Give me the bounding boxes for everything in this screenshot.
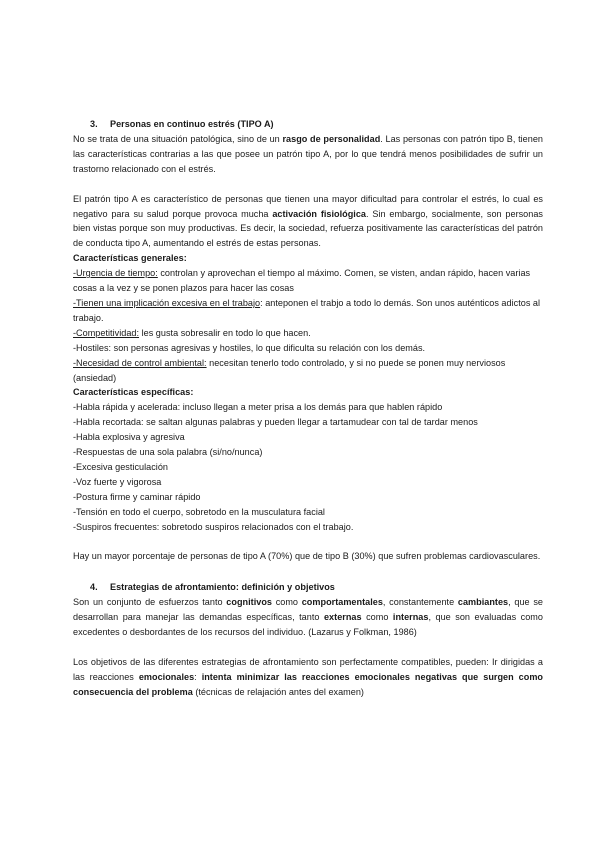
item-label: -Urgencia de tiempo: — [73, 268, 158, 279]
text-run: , que son evaluadas como excedentes o desbordantes de los recursos del individuo. (Lazarus y Folkman, 1986) — [73, 612, 543, 638]
text-run: El patrón tipo A es característico de personas que tienen una mayor dificultad para controlar el estrés, lo cual es negativo para su salud porque provoca mucha — [73, 193, 543, 219]
text-run: como — [361, 612, 393, 623]
specific-item: -Habla recortada: se saltan algunas palabras y pueden llegar a tartamudear con tal de tardar menos — [73, 417, 478, 428]
text-run: , que se desarrollan para manejar las demandas específicas, tanto — [73, 597, 543, 623]
document-page — [73, 117, 543, 700]
specific-item: -Voz fuerte y vigorosa — [73, 476, 162, 487]
general-characteristics-heading: Características generales: — [73, 253, 187, 264]
item-text: : anteponen el trabjo a todo lo demás. Son unos auténticos adictos al trabajo. — [73, 297, 541, 323]
section-4-paragraph-1 — [73, 595, 543, 640]
bold-term: cambiantes — [457, 597, 509, 608]
bold-term: intenta minimizar las reacciones emocionales negativas que surgen como consecuencia del problema — [73, 671, 543, 697]
bold-term: activación fisiológica — [272, 208, 367, 219]
general-item — [73, 296, 543, 326]
section-3-paragraph-2 — [73, 192, 543, 252]
item-text: -Hostiles: son personas agresivas y hostiles, lo que dificulta su relación con los demás. — [73, 342, 426, 353]
section-3-heading — [73, 117, 543, 132]
bold-term: comportamentales — [301, 597, 383, 608]
section-3-paragraph-3: Hay un mayor porcentaje de personas de tipo A (70%) que de tipo B (30%) que sufren problemas cardiovasculares. — [73, 551, 541, 562]
text-run: , constantemente — [382, 597, 458, 608]
general-item — [73, 266, 543, 296]
general-item — [73, 326, 543, 341]
section-4-title: Estrategias de afrontamiento: definición y objetivos — [110, 582, 335, 593]
text-run: . Las personas con patrón tipo B, tienen las características contrarias a las que posee un patrón tipo A, por lo que tendrá menos posibilidades de sufrir un trastorno relacionado con el estrés. — [73, 133, 543, 174]
text-run: (técnicas de relajación antes del examen) — [192, 686, 364, 697]
specific-item: -Excesiva gesticulación — [73, 461, 168, 472]
item-text: controlan y aprovechan el tiempo al máximo. Comen, se visten, andan rápido, hacen varias cosas a la vez y se ponen plazos para hacer las cosas — [73, 268, 531, 294]
specific-item: -Suspiros frecuentes: sobretodo suspiros relacionados con el trabajo. — [73, 521, 354, 532]
text-run: Son un conjunto de esfuerzos tanto — [73, 597, 227, 608]
section-3-paragraph-1 — [73, 132, 543, 177]
text-run: Los objetivos de las diferentes estrategias de afrontamiento son perfectamente compatibles, pueden: Ir dirigidas a las reacciones — [73, 657, 543, 682]
bold-term: emocionales — [138, 671, 195, 682]
text-run: . Sin embargo, socialmente, son personas bien vistas porque son muy productivas. Es decir, la sociedad, refuerza positivamente las características del patrón de conducta tipo A, aumentando el estrés de estas personas. — [73, 208, 543, 249]
text-run: como — [271, 597, 302, 608]
item-text: necesitan tenerlo todo controlado, y si no puede se ponen muy nerviosos (ansiedad) — [73, 357, 506, 383]
item-label: -Competitividad: — [73, 327, 140, 338]
specific-item: -Respuestas de una sola palabra (si/no/nunca) — [73, 447, 263, 458]
specific-item: -Postura firme y caminar rápido — [73, 491, 201, 502]
text-run: : — [194, 671, 202, 682]
specific-item: -Habla rápida y acelerada: incluso llegan a meter prisa a los demás para que hablen rápido — [73, 402, 443, 413]
section-3-title: Personas en continuo estrés (TIPO A) — [110, 119, 274, 129]
specific-item: -Tensión en todo el cuerpo, sobretodo en la musculatura facial — [73, 506, 325, 517]
item-text: les gusta sobresalir en todo lo que hacen. — [139, 327, 311, 338]
section-4-heading — [73, 580, 543, 595]
section-3-number: 3. — [90, 119, 98, 129]
specific-characteristics-heading: Características específicas: — [73, 387, 194, 398]
section-4-number: 4. — [90, 582, 98, 593]
item-label: -Necesidad de control ambiental: — [73, 357, 207, 368]
general-item — [73, 356, 543, 386]
bold-term: externas — [323, 612, 362, 623]
section-4-paragraph-2 — [73, 655, 543, 700]
bold-term: rasgo de personalidad — [282, 133, 381, 144]
specific-item: -Habla explosiva y agresiva — [73, 432, 185, 443]
bold-term: cognitivos — [226, 597, 272, 608]
general-item — [73, 341, 543, 356]
text-run: No se trata de una situación patológica, sino de un — [73, 133, 283, 144]
item-label: -Tienen una implicación excesiva en el trabajo — [73, 297, 261, 308]
bold-term: internas — [392, 612, 429, 623]
